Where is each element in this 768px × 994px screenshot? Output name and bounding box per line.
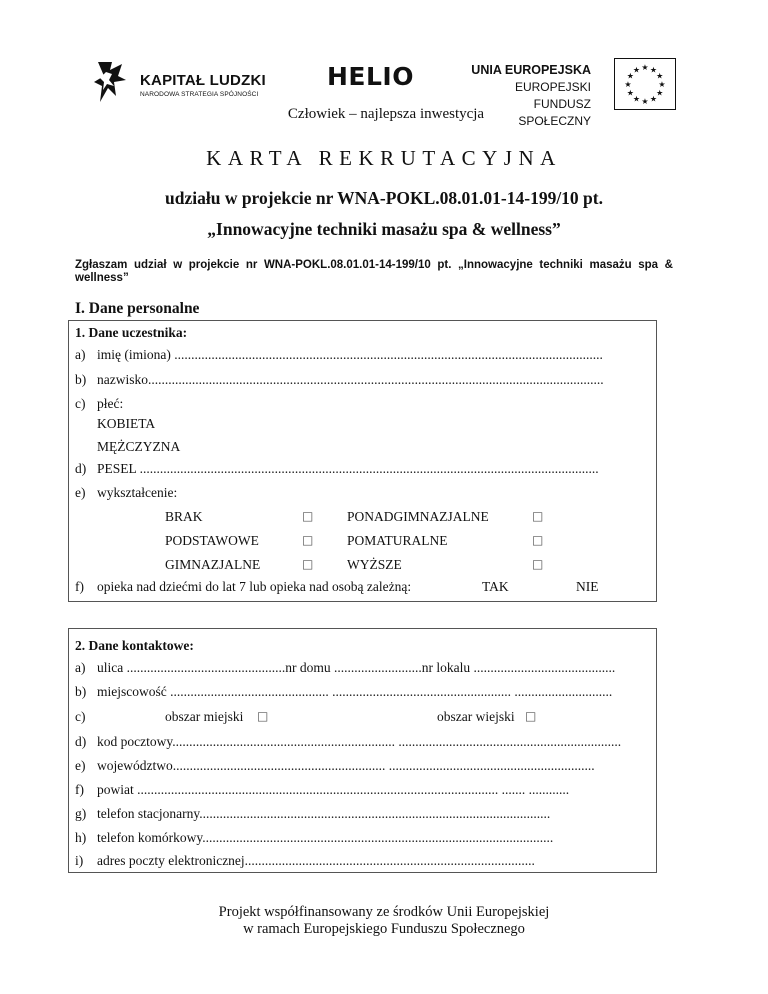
eu-star-icon: ★ [656, 88, 664, 98]
participant-data-box [68, 320, 657, 602]
voivodeship-field[interactable]: województwo............................................................... ............................................................. [97, 758, 595, 773]
motto: Człowiek – najlepsza inwestycja [287, 106, 485, 122]
eu-star-icon: ★ [658, 80, 666, 89]
checkbox-edu-post-secondary[interactable]: □ [532, 533, 544, 547]
edu-option-post-secondary[interactable]: POMATURALNE [347, 533, 448, 548]
last-name-field[interactable]: nazwisko....................................................................................................................................... [97, 372, 604, 387]
contact-data-box [68, 628, 657, 873]
subtitle-project-name: „Innowacyjne techniki masażu spa & wellness” [207, 219, 561, 239]
contact-data-heading: 2. Dane kontaktowe: [75, 638, 194, 653]
row-letter: f) [75, 782, 84, 797]
row-letter: i) [75, 853, 84, 868]
eu-star-icon: ★ [656, 71, 664, 81]
footer-line-2: w ramach Europejskiego Funduszu Społecznego [243, 921, 525, 937]
page-title: KARTA REKRUTACYJNA [206, 146, 562, 170]
kapital-ludzki-subtitle: NARODOWA STRATEGIA SPÓJNOŚCI [140, 91, 259, 98]
checkbox-area-urban[interactable]: □ [257, 709, 269, 723]
helio-logo: HELIO [327, 62, 414, 91]
row-letter: e) [75, 758, 86, 773]
eu-flag-icon [614, 58, 676, 110]
edu-option-primary[interactable]: PODSTAWOWE [165, 533, 259, 548]
edu-option-higher[interactable]: WYŻSZE [347, 557, 402, 572]
postal-code-field[interactable]: kod pocztowy.................................................................. .................................................................. [97, 734, 622, 749]
pesel-field[interactable]: PESEL ........................................................................................................................................ [97, 461, 599, 476]
subtitle-project-number: udziału w projekcie nr WNA-POKL.08.01.01-14-199/10 pt. [165, 188, 603, 208]
eu-star-icon: ★ [632, 65, 641, 75]
city-field[interactable]: miejscowość ............................................... ..................................................... ............................. [97, 684, 613, 699]
ue-line-1: UNIA EUROPEJSKA [471, 63, 591, 77]
care-option-yes[interactable]: TAK [482, 579, 509, 594]
row-letter: d) [75, 734, 87, 749]
checkbox-edu-gymnasium[interactable]: □ [302, 557, 314, 571]
row-letter: d) [75, 461, 87, 476]
area-option-rural[interactable]: obszar wiejski [437, 709, 515, 724]
declaration-text: Zgłaszam udział w projekcie nr WNA-POKL.08.01.01-14-199/10 pt. „Innowacyjne techniki masażu spa & wellness” [75, 259, 673, 284]
eu-star-icon: ★ [649, 94, 658, 104]
kapital-ludzki-title: KAPITAŁ LUDZKI [140, 72, 266, 89]
section-title-personal-data: I. Dane personalne [75, 300, 200, 317]
eu-star-icon: ★ [649, 65, 658, 75]
row-letter: f) [75, 579, 84, 594]
checkbox-area-rural[interactable]: □ [525, 709, 537, 723]
eu-star-icon: ★ [626, 71, 634, 81]
street-field[interactable]: ulica ...............................................nr domu ..........................nr lokalu .......................................... [97, 660, 616, 675]
row-letter: g) [75, 806, 87, 821]
participant-data-heading: 1. Dane uczestnika: [75, 325, 188, 340]
checkbox-edu-above-gymnasium[interactable]: □ [532, 509, 544, 523]
first-name-field[interactable]: imię (imiona) ............................................................................................................................... [97, 347, 603, 362]
row-letter: c) [75, 396, 86, 411]
row-letter: e) [75, 485, 86, 500]
landline-field[interactable]: telefon stacjonarny........................................................................................................ [97, 806, 551, 821]
row-letter: b) [75, 372, 87, 387]
area-option-urban[interactable]: obszar miejski [165, 709, 244, 724]
checkbox-edu-primary[interactable]: □ [302, 533, 314, 547]
eu-star-icon: ★ [626, 88, 634, 98]
ue-line-3: FUNDUSZ SPOŁECZNY [518, 97, 591, 128]
ue-line-2: EUROPEJSKI [514, 80, 591, 94]
checkbox-edu-none[interactable]: □ [302, 509, 314, 523]
care-option-no[interactable]: NIE [576, 579, 599, 594]
edu-option-none[interactable]: BRAK [165, 509, 203, 524]
edu-option-gymnasium[interactable]: GIMNAZJALNE [165, 557, 261, 572]
eu-star-icon: ★ [641, 63, 649, 72]
gender-label: płeć: [97, 396, 124, 411]
kapital-ludzki-emblem-icon [94, 60, 128, 104]
gender-option-male[interactable]: MĘŻCZYZNA [97, 439, 181, 454]
county-field[interactable]: powiat ........................................................................................................... ....... ............ [97, 782, 570, 797]
row-letter: c) [75, 709, 86, 724]
row-letter: a) [75, 347, 86, 362]
education-label: wykształcenie: [97, 485, 178, 500]
footer [0, 904, 768, 938]
eu-star-icon: ★ [632, 94, 641, 104]
kapital-ludzki-logo [92, 58, 272, 106]
row-letter: b) [75, 684, 87, 699]
edu-option-above-gymnasium[interactable]: PONADGIMNAZJALNE [347, 509, 489, 524]
gender-option-female[interactable]: KOBIETA [97, 416, 156, 431]
footer-line-1: Projekt współfinansowany ze środków Unii Europejskiej [218, 904, 550, 920]
email-field[interactable]: adres poczty elektronicznej...................................................................................... [97, 853, 535, 868]
eu-star-icon: ★ [624, 80, 632, 89]
eu-star-icon: ★ [641, 97, 649, 106]
row-letter: a) [75, 660, 86, 675]
mobile-field[interactable]: telefon komórkowy........................................................................................................ [97, 830, 554, 845]
checkbox-edu-higher[interactable]: □ [532, 557, 544, 571]
row-letter: h) [75, 830, 87, 845]
care-label: opieka nad dziećmi do lat 7 lub opieka nad osobą zależną: [97, 579, 412, 594]
